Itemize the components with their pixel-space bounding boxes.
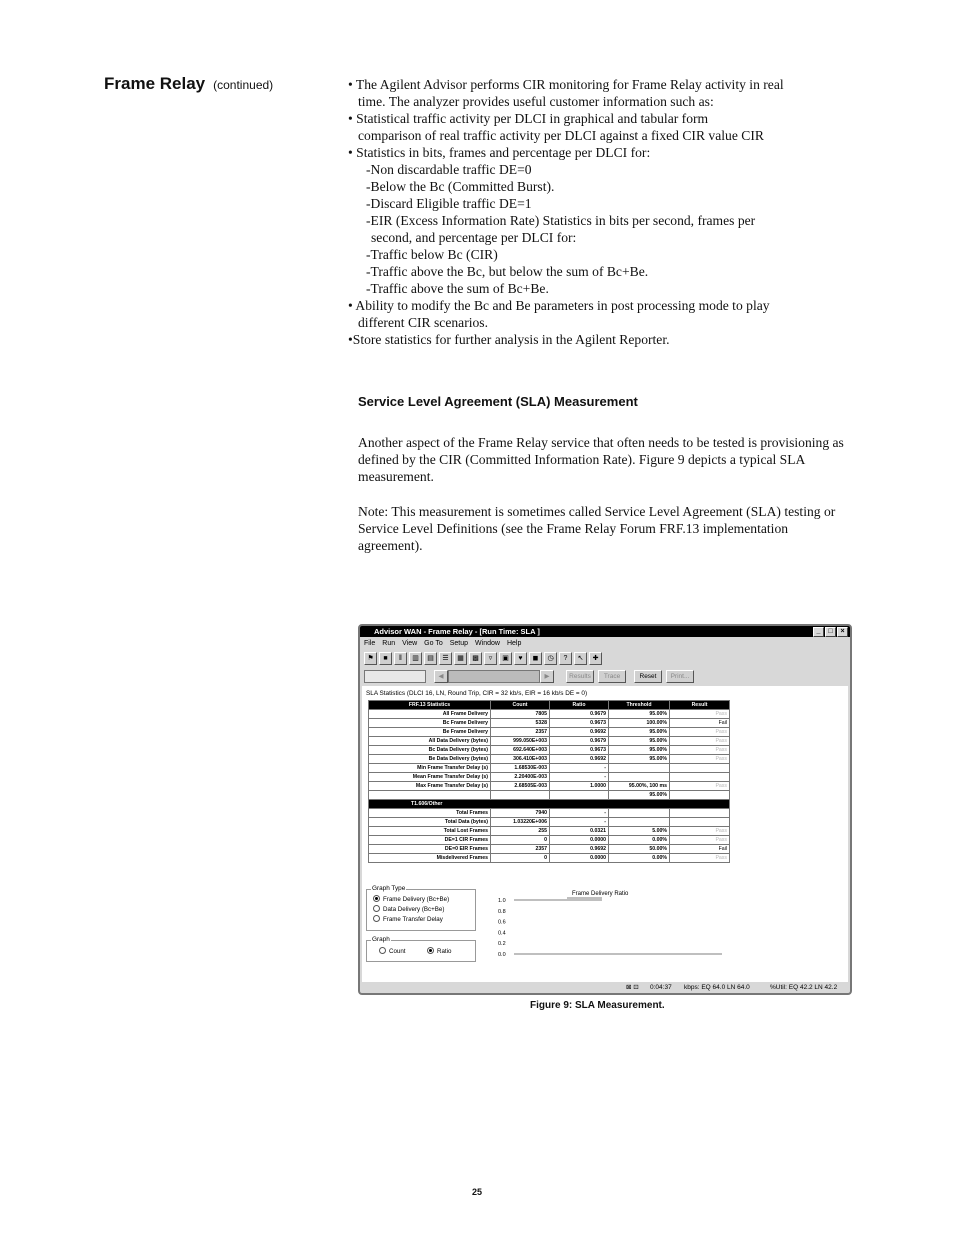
stat-label: Total Data (bytes) [369, 818, 491, 827]
ratio-cell: 0.0000 [550, 836, 609, 845]
window-titlebar [360, 626, 850, 637]
maximize-icon[interactable]: □ [825, 627, 836, 637]
table-row [369, 746, 730, 755]
y-tick-label: 0.0 [498, 952, 506, 958]
text-line: -Traffic above the Bc, but below the sum of Bc+Be. [366, 264, 649, 279]
section-continued: (continued) [213, 78, 274, 92]
text-line: • Statistical traffic activity per DLCI in graphical and tabular form [348, 111, 709, 126]
results-button[interactable]: Results [566, 670, 594, 683]
graph-group [366, 936, 476, 962]
table-row [369, 809, 730, 818]
navigation-toolbar [364, 669, 848, 683]
text-line: -Below the Bc (Committed Burst). [366, 179, 555, 194]
result-cell [670, 818, 730, 827]
stop-icon[interactable]: ■ [379, 652, 392, 665]
table-row [369, 737, 730, 746]
stat-label: Min Frame Transfer Delay (s) [369, 764, 491, 773]
threshold-cell: 95.00% [609, 746, 670, 755]
run-icon[interactable]: ⚑ [364, 652, 377, 665]
status-bar [360, 982, 850, 993]
ratio-cell: - [550, 773, 609, 782]
table-row [369, 728, 730, 737]
count-cell: 692.640E+003 [491, 746, 550, 755]
result-cell: Fail [670, 845, 730, 854]
radio-ratio[interactable]: Ratio [427, 947, 451, 955]
y-tick-label: 0.4 [498, 930, 506, 937]
menu-file[interactable]: File [364, 640, 376, 647]
table-row [369, 764, 730, 773]
result-cell [670, 773, 730, 782]
text-line: •Store statistics for further analysis in the Agilent Reporter. [348, 332, 670, 347]
result-cell: Pass [670, 836, 730, 845]
table-row [369, 710, 730, 719]
grid-icon[interactable]: ▩ [469, 652, 482, 665]
toolbar [364, 652, 602, 666]
ratio-cell: 0.9692 [550, 755, 609, 764]
table-row [369, 845, 730, 854]
menu-run[interactable]: Run [382, 640, 396, 647]
radio-transfer-delay[interactable]: Frame Transfer Delay [373, 915, 443, 923]
filter-icon[interactable]: ▿ [484, 652, 497, 665]
chart-icon[interactable]: ▥ [409, 652, 422, 665]
sla-stats-table [368, 700, 730, 863]
threshold-cell: 0.00% [609, 836, 670, 845]
ratio-cell [550, 791, 609, 800]
text-line: -Discard Eligible traffic DE=1 [366, 196, 532, 211]
count-cell: 2357 [491, 845, 550, 854]
table-row [369, 827, 730, 836]
stat-label: Be Frame Delivery [369, 728, 491, 737]
stat-label: All Frame Delivery [369, 710, 491, 719]
ratio-cell: - [550, 809, 609, 818]
result-cell: Pass [670, 710, 730, 719]
advisor-window [358, 624, 852, 995]
arrow-icon[interactable]: ↖ [574, 652, 587, 665]
y-tick-label: 0.8 [498, 908, 506, 915]
count-cell: 2357 [491, 728, 550, 737]
threshold-cell: 95.00% [609, 791, 670, 800]
text-line: -Traffic below Bc (CIR) [366, 247, 498, 262]
threshold-cell: 0.00% [609, 854, 670, 863]
chart-title: Frame Delivery Ratio [572, 891, 629, 897]
graph-type-group [366, 885, 476, 931]
ratio-cell: 0.9673 [550, 746, 609, 755]
text-line: -EIR (Excess Information Rate) Statistics in bits per second, frames per [366, 213, 756, 228]
result-cell [670, 791, 730, 800]
count-cell: 0 [491, 836, 550, 845]
result-cell [670, 764, 730, 773]
ratio-cell: 0.9692 [550, 728, 609, 737]
result-cell: Pass [670, 737, 730, 746]
table-row [369, 818, 730, 827]
threshold-cell [609, 764, 670, 773]
count-cell: 7940 [491, 809, 550, 818]
page-number: 25 [472, 1187, 483, 1197]
result-cell: Pass [670, 782, 730, 791]
figure-caption: Figure 9: SLA Measurement. [530, 1000, 665, 1011]
text-line: • Statistics in bits, frames and percentage per DLCI for: [348, 145, 651, 160]
radio-frame-delivery[interactable]: Frame Delivery (Bc+Be) [373, 895, 449, 903]
menu-bar [360, 638, 850, 649]
text-line: time. The analyzer provides useful customer information such as: [358, 94, 714, 109]
help-icon[interactable]: ? [559, 652, 572, 665]
trace-icon[interactable]: ▣ [499, 652, 512, 665]
count-cell: 1.68530E-003 [491, 764, 550, 773]
table-row [369, 836, 730, 845]
menu-help[interactable]: Help [506, 640, 522, 647]
count-cell [491, 791, 550, 800]
text-line: • Ability to modify the Bc and Be parameters in post processing mode to play [348, 298, 770, 313]
text-line: comparison of real traffic activity per DLCI against a fixed CIR value CIR [358, 128, 764, 143]
text-line: -Traffic above the sum of Bc+Be. [366, 281, 549, 296]
window-title: Advisor WAN - Frame Relay - [Run Time: SLA ] [374, 627, 540, 636]
col-stat-header: FRF.13 Statistics [369, 701, 491, 710]
clock-icon[interactable]: ◷ [544, 652, 557, 665]
ratio-cell: 0.9679 [550, 710, 609, 719]
count-cell: 999.050E+003 [491, 737, 550, 746]
table-row [369, 791, 730, 800]
ratio-cell: 1.0000 [550, 782, 609, 791]
radio-count[interactable]: Count [379, 947, 406, 955]
stat-label: All Data Delivery (bytes) [369, 737, 491, 746]
text-line: -Non discardable traffic DE=0 [366, 162, 532, 177]
paragraph-provisioning: Another aspect of the Frame Relay service that often needs to be tested is provisioning as defined by the CIR (Committed Information Rate). Figure 9 depicts a typical SLA measurement. [358, 435, 844, 484]
ratio-cell: 0.9679 [550, 737, 609, 746]
result-cell: Pass [670, 827, 730, 836]
result-cell [670, 809, 730, 818]
count-cell: 1.03220E+006 [491, 818, 550, 827]
status-time: 0:04:37 [650, 984, 672, 991]
count-cell: 2.20400E-003 [491, 773, 550, 782]
ratio-cell: 0.9692 [550, 845, 609, 854]
col-result-header: Result [670, 701, 730, 710]
menu-view[interactable]: View [402, 640, 418, 647]
result-cell: Pass [670, 755, 730, 764]
status-kbps: kbps: EQ 64.0 LN 64.0 [684, 984, 750, 991]
ratio-cell: 0.0000 [550, 854, 609, 863]
stat-label: Total Lost Frames [369, 827, 491, 836]
sla-heading: Service Level Agreement (SLA) Measurement [358, 394, 638, 409]
threshold-cell: 100.00% [609, 719, 670, 728]
result-cell: Fail [670, 719, 730, 728]
stat-label: Misdelivered Frames [369, 854, 491, 863]
stat-label: Total Frames [369, 809, 491, 818]
threshold-cell [609, 818, 670, 827]
threshold-cell: 95.00% [609, 710, 670, 719]
table-row [369, 755, 730, 764]
threshold-cell: 95.00%, 100 ms [609, 782, 670, 791]
stat-label: Mean Frame Transfer Delay (s) [369, 773, 491, 782]
threshold-cell [609, 809, 670, 818]
result-cell: Pass [670, 746, 730, 755]
stat-label: Bc Data Delivery (bytes) [369, 746, 491, 755]
y-tick-label: 0.6 [498, 919, 506, 926]
ratio-cell: - [550, 818, 609, 827]
close-icon[interactable]: × [837, 627, 848, 637]
text-line: different CIR scenarios. [358, 315, 488, 330]
ratio-cell: 0.9673 [550, 719, 609, 728]
status-icons: ⊠ ⊡ [626, 984, 639, 991]
menu-setup[interactable]: Setup [449, 640, 469, 647]
section-heading [104, 74, 273, 94]
print-button[interactable]: Print... [666, 670, 694, 683]
stat-label: Max Frame Transfer Delay (s) [369, 782, 491, 791]
minimize-icon[interactable]: _ [813, 627, 824, 637]
menu-goto[interactable]: Go To [424, 640, 443, 647]
count-cell: 7805 [491, 710, 550, 719]
threshold-cell: 95.00% [609, 755, 670, 764]
table-icon[interactable]: ▦ [454, 652, 467, 665]
stat-label: Be Data Delivery (bytes) [369, 755, 491, 764]
radio-data-delivery[interactable]: Data Delivery (Bc+Be) [373, 905, 444, 913]
table-row [369, 854, 730, 863]
threshold-cell: 50.00% [609, 845, 670, 854]
section-t1606: T1.606/Other [369, 800, 730, 809]
cross-icon[interactable]: ✚ [589, 652, 602, 665]
col-count-header: Count [491, 701, 550, 710]
table-row [369, 782, 730, 791]
col-ratio-header: Ratio [550, 701, 609, 710]
threshold-cell: 95.00% [609, 737, 670, 746]
table-row [369, 719, 730, 728]
text-line: second, and percentage per DLCI for: [371, 230, 577, 245]
y-tick-label: 0.2 [498, 941, 506, 948]
prev-icon[interactable]: ◀ [434, 670, 448, 683]
graph-type-label: Graph Type [372, 885, 406, 892]
sla-stats-title: SLA Statistics (DLCI 16, LN, Round Trip, CIR = 32 kb/s, EIR = 16 kb/s DE = 0) [366, 690, 588, 697]
stat-label: Bc Frame Delivery [369, 719, 491, 728]
count-cell: 306.410E+003 [491, 755, 550, 764]
table-row [369, 773, 730, 782]
list-icon[interactable]: ☰ [439, 652, 452, 665]
frame-delivery-chart [492, 886, 762, 964]
result-cell: Pass [670, 854, 730, 863]
filter-field[interactable] [364, 670, 426, 683]
reset-button[interactable]: Reset [634, 670, 662, 683]
scroll-track[interactable] [448, 670, 540, 683]
trace-button[interactable]: Trace [598, 670, 626, 683]
col-threshold-header: Threshold [609, 701, 670, 710]
status-util: %Util: EQ 42.2 LN 42.2 [770, 984, 838, 991]
count-cell: 5328 [491, 719, 550, 728]
sla-view [362, 686, 848, 982]
text-line: • The Agilent Advisor performs CIR monitoring for Frame Relay activity in real [348, 77, 784, 92]
menu-window[interactable]: Window [475, 640, 500, 647]
paragraph-note: Note: This measurement is sometimes called Service Level Agreement (SLA) testing or Service Level Definitions (see the Frame Relay Forum FRF.13 implementation agreement). [358, 504, 836, 553]
heart-icon[interactable]: ♥ [514, 652, 527, 665]
pause-icon[interactable]: ‖ [394, 652, 407, 665]
stat-label: DE=0 EIR Frames [369, 845, 491, 854]
ratio-cell: 0.0321 [550, 827, 609, 836]
next-icon[interactable]: ▶ [540, 670, 554, 683]
threshold-cell: 5.00% [609, 827, 670, 836]
section-title: Frame Relay [104, 74, 206, 93]
count-cell: 0 [491, 854, 550, 863]
square-icon[interactable]: ◼ [529, 652, 542, 665]
stat-label: DE=1 CIR Frames [369, 836, 491, 845]
intro-text [348, 76, 848, 348]
ratio-cell: - [550, 764, 609, 773]
threshold-cell: 95.00% [609, 728, 670, 737]
threshold-cell [609, 773, 670, 782]
count-cell: 2.68505E-003 [491, 782, 550, 791]
stats-icon[interactable]: ▤ [424, 652, 437, 665]
count-cell: 255 [491, 827, 550, 836]
y-tick-label: 1.0 [498, 898, 506, 904]
result-cell: Pass [670, 728, 730, 737]
stat-label [369, 791, 491, 800]
graph-label: Graph [372, 936, 390, 943]
